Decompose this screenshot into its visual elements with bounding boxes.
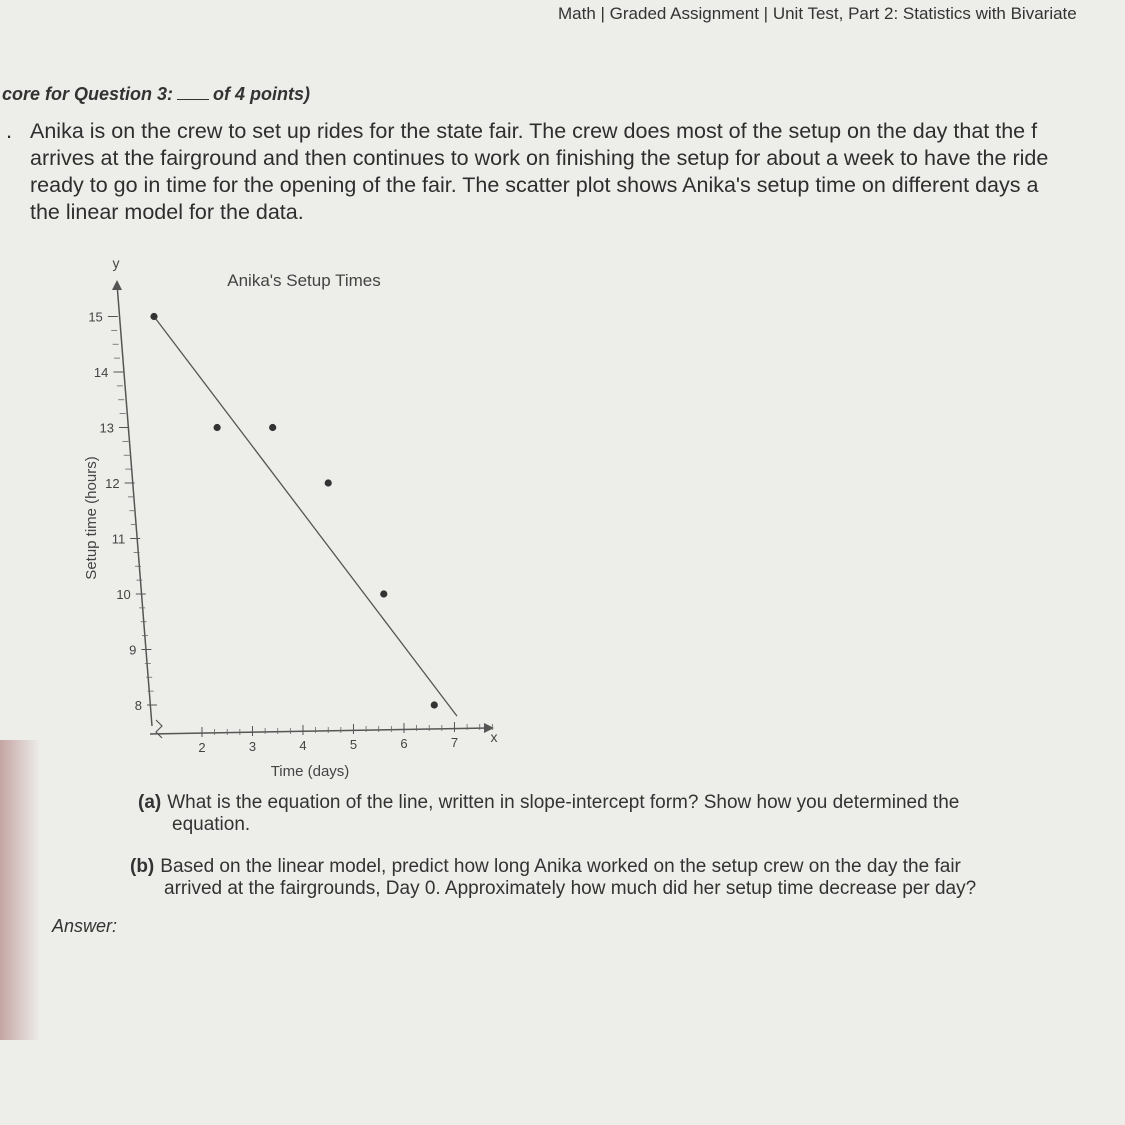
y-tick-label: 8 [134,698,142,713]
part-a-text: What is the equation of the line, written in slope-intercept form? Show how you determined the [167,792,960,813]
y-axis-letter: y [112,255,120,271]
x-axis [150,728,488,734]
data-point [269,424,276,431]
problem-line: ready to go in time for the opening of the fair. The scatter plot shows Anika's setup time on different days a [30,173,1039,197]
page-shadow [0,740,40,1040]
question-part-a [138,792,1088,836]
score-blank[interactable] [177,85,209,100]
data-point [150,313,157,320]
problem-line: Anika is on the crew to set up rides for the state fair. The crew does most of the setup on the day that the f [30,119,1038,143]
part-b-text: Based on the linear model, predict how long Anika worked on the setup crew on the day the fair [160,856,961,877]
x-axis-letter: x [490,729,498,745]
trend-line [154,317,457,717]
axis-break-icon [156,720,162,738]
data-point [325,479,332,486]
y-tick-label: 9 [129,642,137,658]
y-tick-label: 10 [116,587,131,602]
x-tick-label: 6 [400,736,408,751]
data-point [431,701,438,708]
x-tick-label: 7 [450,735,459,750]
score-suffix: of 4 points) [213,84,311,104]
y-tick-label: 12 [105,476,120,491]
score-line [2,84,310,105]
x-tick-label: 2 [198,740,206,755]
x-tick-label: 4 [299,738,307,753]
part-a-text-cont: equation. [172,814,251,835]
x-tick-label: 3 [248,739,257,754]
part-b-label: (b) [130,856,155,877]
problem-line: the linear model for the data. [30,200,304,224]
y-tick-label: 14 [93,365,109,380]
question-number: . [6,118,13,143]
data-point [380,590,387,597]
part-b-text-cont: arrived at the fairgrounds, Day 0. Approximately how much did her setup time decrease per day? [164,878,977,899]
part-a-label: (a) [138,792,162,813]
problem-text [30,118,1125,226]
data-point [214,424,221,431]
y-axis [117,284,152,726]
score-prefix: core for Question 3: [2,84,174,104]
assignment-header: Math | Graded Assignment | Unit Test, Part 2: Statistics with Bivariate [558,4,1077,23]
chart-title: Anika's Setup Times [227,271,381,290]
y-tick-label: 13 [99,420,114,436]
answer-label: Answer: [52,916,118,936]
y-tick-label: 11 [111,531,126,547]
y-axis-arrow [112,280,122,290]
scatter-plot [70,250,530,790]
question-part-b [130,856,1110,900]
chart-layer [88,280,494,755]
x-axis-label: Time (days) [270,763,350,780]
problem-line: arrives at the fairground and then continues to work on finishing the setup for about a week to have the ride [30,146,1049,170]
y-tick-label: 15 [88,309,103,325]
y-axis-label: Setup time (hours) [83,456,100,580]
x-tick-label: 5 [349,737,358,752]
